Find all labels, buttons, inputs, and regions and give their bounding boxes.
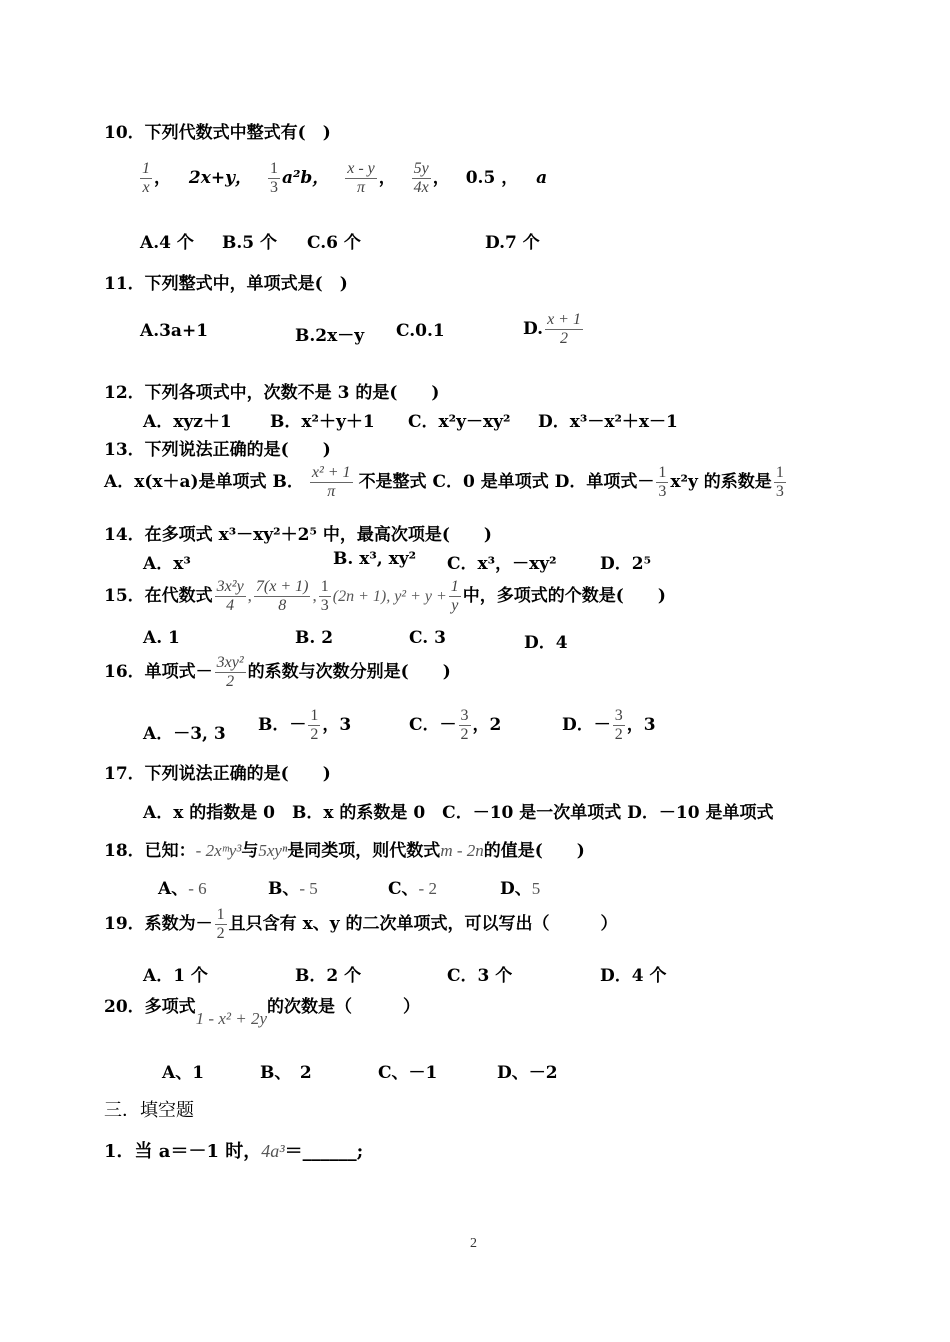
option-d[interactable]: D.7 个 (485, 233, 540, 253)
option-d[interactable]: D、5 (500, 879, 541, 899)
question-number: 10． (104, 123, 145, 143)
option-d[interactable]: D．x³－x²＋x－1 (538, 412, 678, 432)
question-14 (104, 520, 492, 545)
option-b[interactable]: B．－ $\frac{1}{2}$ ，3 (258, 707, 352, 743)
option-b[interactable]: B．2 个 (295, 966, 362, 986)
question-number: 13． (104, 440, 145, 460)
question-18: 18．已知：- 2xᵐy³与5xyⁿ是同类项，则代数式m - 2n的值是( ) (104, 841, 585, 861)
option-c[interactable]: C．x³，－xy² (447, 554, 557, 574)
option-c[interactable]: C、- 2 (388, 879, 437, 899)
option-c[interactable]: C．x²y－xy² (408, 412, 511, 432)
question-stem: 下列各项式中，次数不是 3 的是( ) (144, 383, 440, 403)
fraction: $\frac{x + 1}{2}$ (547, 311, 581, 347)
fraction: $\frac{x - y}{\pi}$ (347, 160, 375, 196)
option-c[interactable]: C.6 个 (307, 233, 361, 253)
option-b[interactable]: B.2x－y (295, 326, 365, 346)
option-d[interactable]: D．－ $\frac{3}{2}$ ，3 (562, 707, 656, 743)
q10-expressions: $\frac{1}{x}$ ， 2x+y， $\frac{1}{3}$ a²b， $\frac{x - y}{\pi}$ ， $\frac{5y}{4x}$ ， 0.5 ， a (142, 160, 548, 196)
question-12 (104, 378, 439, 403)
question-number: 17． (104, 764, 145, 784)
question-number: 19． (104, 914, 145, 934)
option-d[interactable]: D．2⁵ (600, 554, 652, 574)
option-a[interactable]: A．1 个 (143, 966, 208, 986)
option-b[interactable]: B．x²＋y＋1 (270, 412, 375, 432)
fraction: $\frac{1}{2}$ (216, 906, 225, 942)
option-a[interactable]: A、- 6 (158, 879, 207, 899)
option-b[interactable]: B. 2 (295, 628, 334, 648)
fraction: $\frac{3}{2}$ (460, 707, 469, 743)
q13-options: A．x(x＋a)是单项式 B． $\frac{\text{x² + 1}}{\pi}$ 不是整式 C．0 是单项式 D．单项式－ $\frac{1}{3}$ x²y 的系数是 $\frac{1}{3}$ (104, 464, 784, 500)
fraction: $\frac{7(x + 1)}{8}$ (255, 578, 309, 614)
question-15: 15．在代数式 $\frac{\text{3x²y}}{4}$ , $\frac{7(x + 1)}{8}$ , $\frac{1}{3}$ (2n + 1), y² + y + $\frac{1}{y}$ 中，多项式的个数是( ) (104, 578, 666, 614)
fraction: $\frac{1}{3}$ (775, 464, 784, 500)
question-13 (104, 435, 331, 460)
option-d[interactable]: D．4 (524, 633, 568, 653)
option-c[interactable]: C.0.1 (396, 321, 445, 341)
option-b[interactable]: B、- 5 (268, 879, 318, 899)
fraction: $\frac{1}{x}$ (142, 160, 150, 196)
fraction: $\frac{1}{2}$ (310, 707, 319, 743)
question-17 (104, 759, 331, 784)
question-number: 1． (104, 1141, 135, 1162)
question-number: 16． (104, 662, 145, 682)
fraction: $\frac{1}{3}$ (658, 464, 667, 500)
option-c[interactable]: C．3 个 (447, 966, 513, 986)
fill-question-1: 1．当 a＝－1 时，4a³＝______; (104, 1141, 364, 1162)
question-stem: 下列说法正确的是( ) (144, 764, 331, 784)
fraction: $\frac{1}{y}$ (450, 578, 459, 614)
question-number: 11． (104, 274, 145, 294)
fraction: $\frac{\text{3xy²}}{2}$ (216, 654, 244, 690)
option-a[interactable]: A．x³ (143, 554, 191, 574)
fraction: $\frac{\text{x² + 1}}{\pi}$ (311, 464, 351, 500)
question-stem: 下列整式中，单项式是( ) (144, 274, 348, 294)
question-20: 20．多项式1 - x² + 2y的次数是（ ） (104, 997, 420, 1028)
fraction: $\frac{1}{3}$ (320, 578, 329, 614)
fraction: $\frac{5y}{4x}$ (413, 160, 429, 196)
question-19: 19．系数为－ $\frac{1}{2}$ 且只含有 x、y 的二次单项式，可以写出（ ） (104, 906, 618, 942)
option-b[interactable]: B、 2 (260, 1063, 312, 1083)
question-number: 18． (104, 841, 145, 861)
question-11 (104, 269, 348, 294)
question-16: 16．单项式－ $\frac{\text{3xy²}}{2}$ 的系数与次数分别是( ) (104, 654, 451, 690)
option-c[interactable]: C. 3 (409, 628, 446, 648)
option-a[interactable]: A.4 个 (140, 233, 194, 253)
question-number: 15． (104, 586, 145, 606)
fraction: $\frac{\text{3x²y}}{4}$ (216, 578, 244, 614)
fraction: $\frac{3}{2}$ (614, 707, 623, 743)
option-a[interactable]: A．－3, 3 (143, 724, 226, 744)
question-stem: 在多项式 x³－xy²＋2⁵ 中，最高次项是( ) (144, 525, 492, 545)
fraction: $\frac{1}{3}$ (269, 160, 278, 196)
option-a[interactable]: A、1 (162, 1063, 205, 1083)
question-stem: 下列说法正确的是( ) (144, 440, 331, 460)
q17-options[interactable]: A．x 的指数是 0 B．x 的系数是 0 C．－10 是一次单项式 D．－10 是单项式 (143, 803, 774, 823)
question-number: 12． (104, 383, 145, 403)
option-b[interactable]: B.5 个 (222, 233, 278, 253)
option-d[interactable]: D. $\frac{x + 1}{2}$ (523, 311, 581, 347)
question-stem: 下列代数式中整式有( ) (144, 123, 331, 143)
option-c[interactable]: C．－ $\frac{3}{2}$ ，2 (409, 707, 502, 743)
option-d[interactable]: D、－2 (497, 1063, 558, 1083)
section-title: 三．填空题 (104, 1100, 194, 1121)
page-number: 2 (470, 1236, 477, 1251)
option-a[interactable]: A.3a+1 (140, 321, 209, 341)
option-a[interactable]: A. 1 (143, 628, 180, 648)
option-c[interactable]: C、－1 (378, 1063, 438, 1083)
question-number: 14． (104, 525, 145, 545)
question-number: 20． (104, 997, 145, 1017)
option-d[interactable]: D．4 个 (600, 966, 667, 986)
option-b[interactable]: B. x³, xy² (333, 549, 417, 569)
option-a[interactable]: A．xyz＋1 (143, 412, 232, 432)
question-10 (104, 118, 331, 143)
